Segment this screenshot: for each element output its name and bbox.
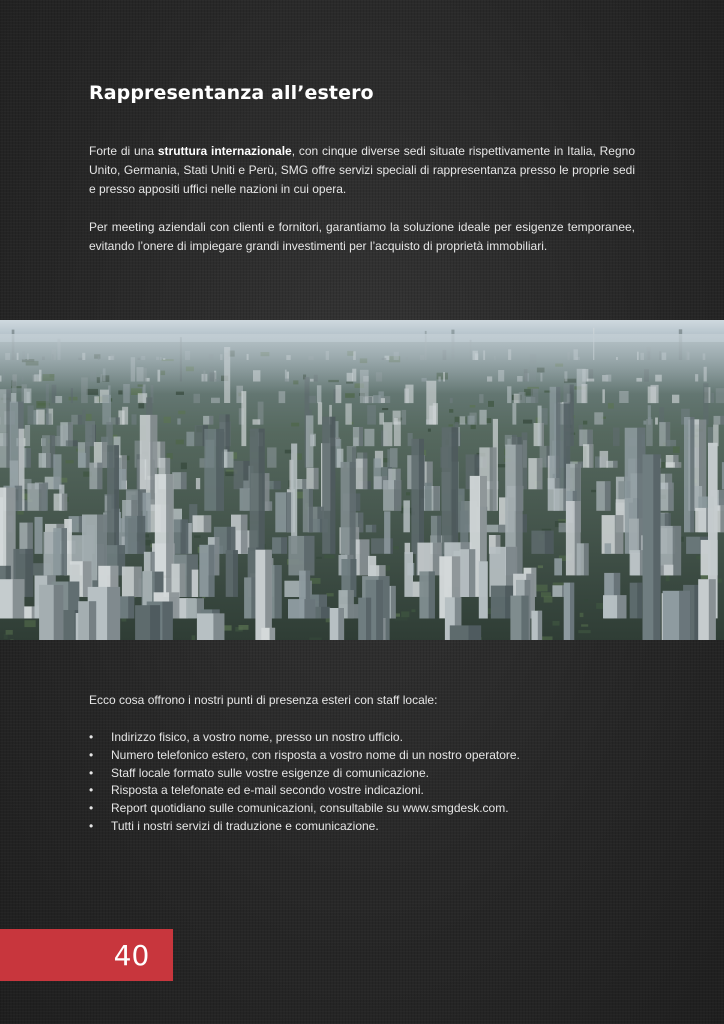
page-title: Rappresentanza all’estero [89, 82, 374, 104]
offer-list [89, 729, 520, 836]
list-item [89, 729, 520, 747]
list-item-text: Tutti i nostri servizi di traduzione e comunicazione. [111, 818, 379, 833]
intro-paragraph-1 [89, 142, 635, 199]
list-item [89, 782, 520, 800]
page-number-tab [0, 929, 173, 981]
list-item-text: Report quotidiano sulle comunicazioni, consultabile su www.smgdesk.com. [111, 801, 509, 816]
offer-intro-text: Ecco cosa offrono i nostri punti di presenza esteri con staff locale: [89, 693, 438, 707]
bullet-marker: • [89, 783, 94, 798]
list-item [89, 818, 520, 836]
list-item [89, 765, 520, 783]
intro-p1-highlight: struttura internazionale [157, 144, 292, 158]
list-item-text: Indirizzo fisico, a vostro nome, presso un nostro ufficio. [111, 730, 403, 744]
list-item-text: Risposta a telefonate ed e-mail secondo vostre indicazioni. [111, 783, 424, 798]
intro-p1-end: , con cinque diverse sedi situate rispettivamente in Italia, Regno Unito, Germania, Stati Uniti e Perù, SMG offre servizi speciali di rappresentanza presso le proprie sedi e presso appositi uffici nelle nazioni in cui opera. [89, 144, 636, 196]
intro-p1-start: Forte di una [89, 144, 158, 158]
list-item-text: Numero telefonico estero, con risposta a vostro nome di un nostro operatore. [111, 747, 520, 762]
list-item [89, 800, 520, 818]
list-item [89, 747, 520, 765]
list-item-text: Staff locale formato sulle vostre esigenze di comunicazione. [111, 765, 429, 780]
intro-paragraph-2: Per meeting aziendali con clienti e fornitori, garantiamo la soluzione ideale per esigenze temporanee, evitando l’onere di impiegare grandi investimenti per l’acquisto di proprietà immobiliari. [89, 220, 635, 253]
bullet-marker: • [89, 801, 94, 816]
bullet-marker: • [89, 765, 94, 780]
intro-text [89, 142, 635, 275]
bullet-marker: • [89, 730, 94, 744]
bullet-marker: • [89, 818, 94, 833]
bullet-marker: • [89, 747, 94, 762]
city-skyline-photo [0, 320, 724, 640]
page-number: 40 [113, 938, 150, 972]
